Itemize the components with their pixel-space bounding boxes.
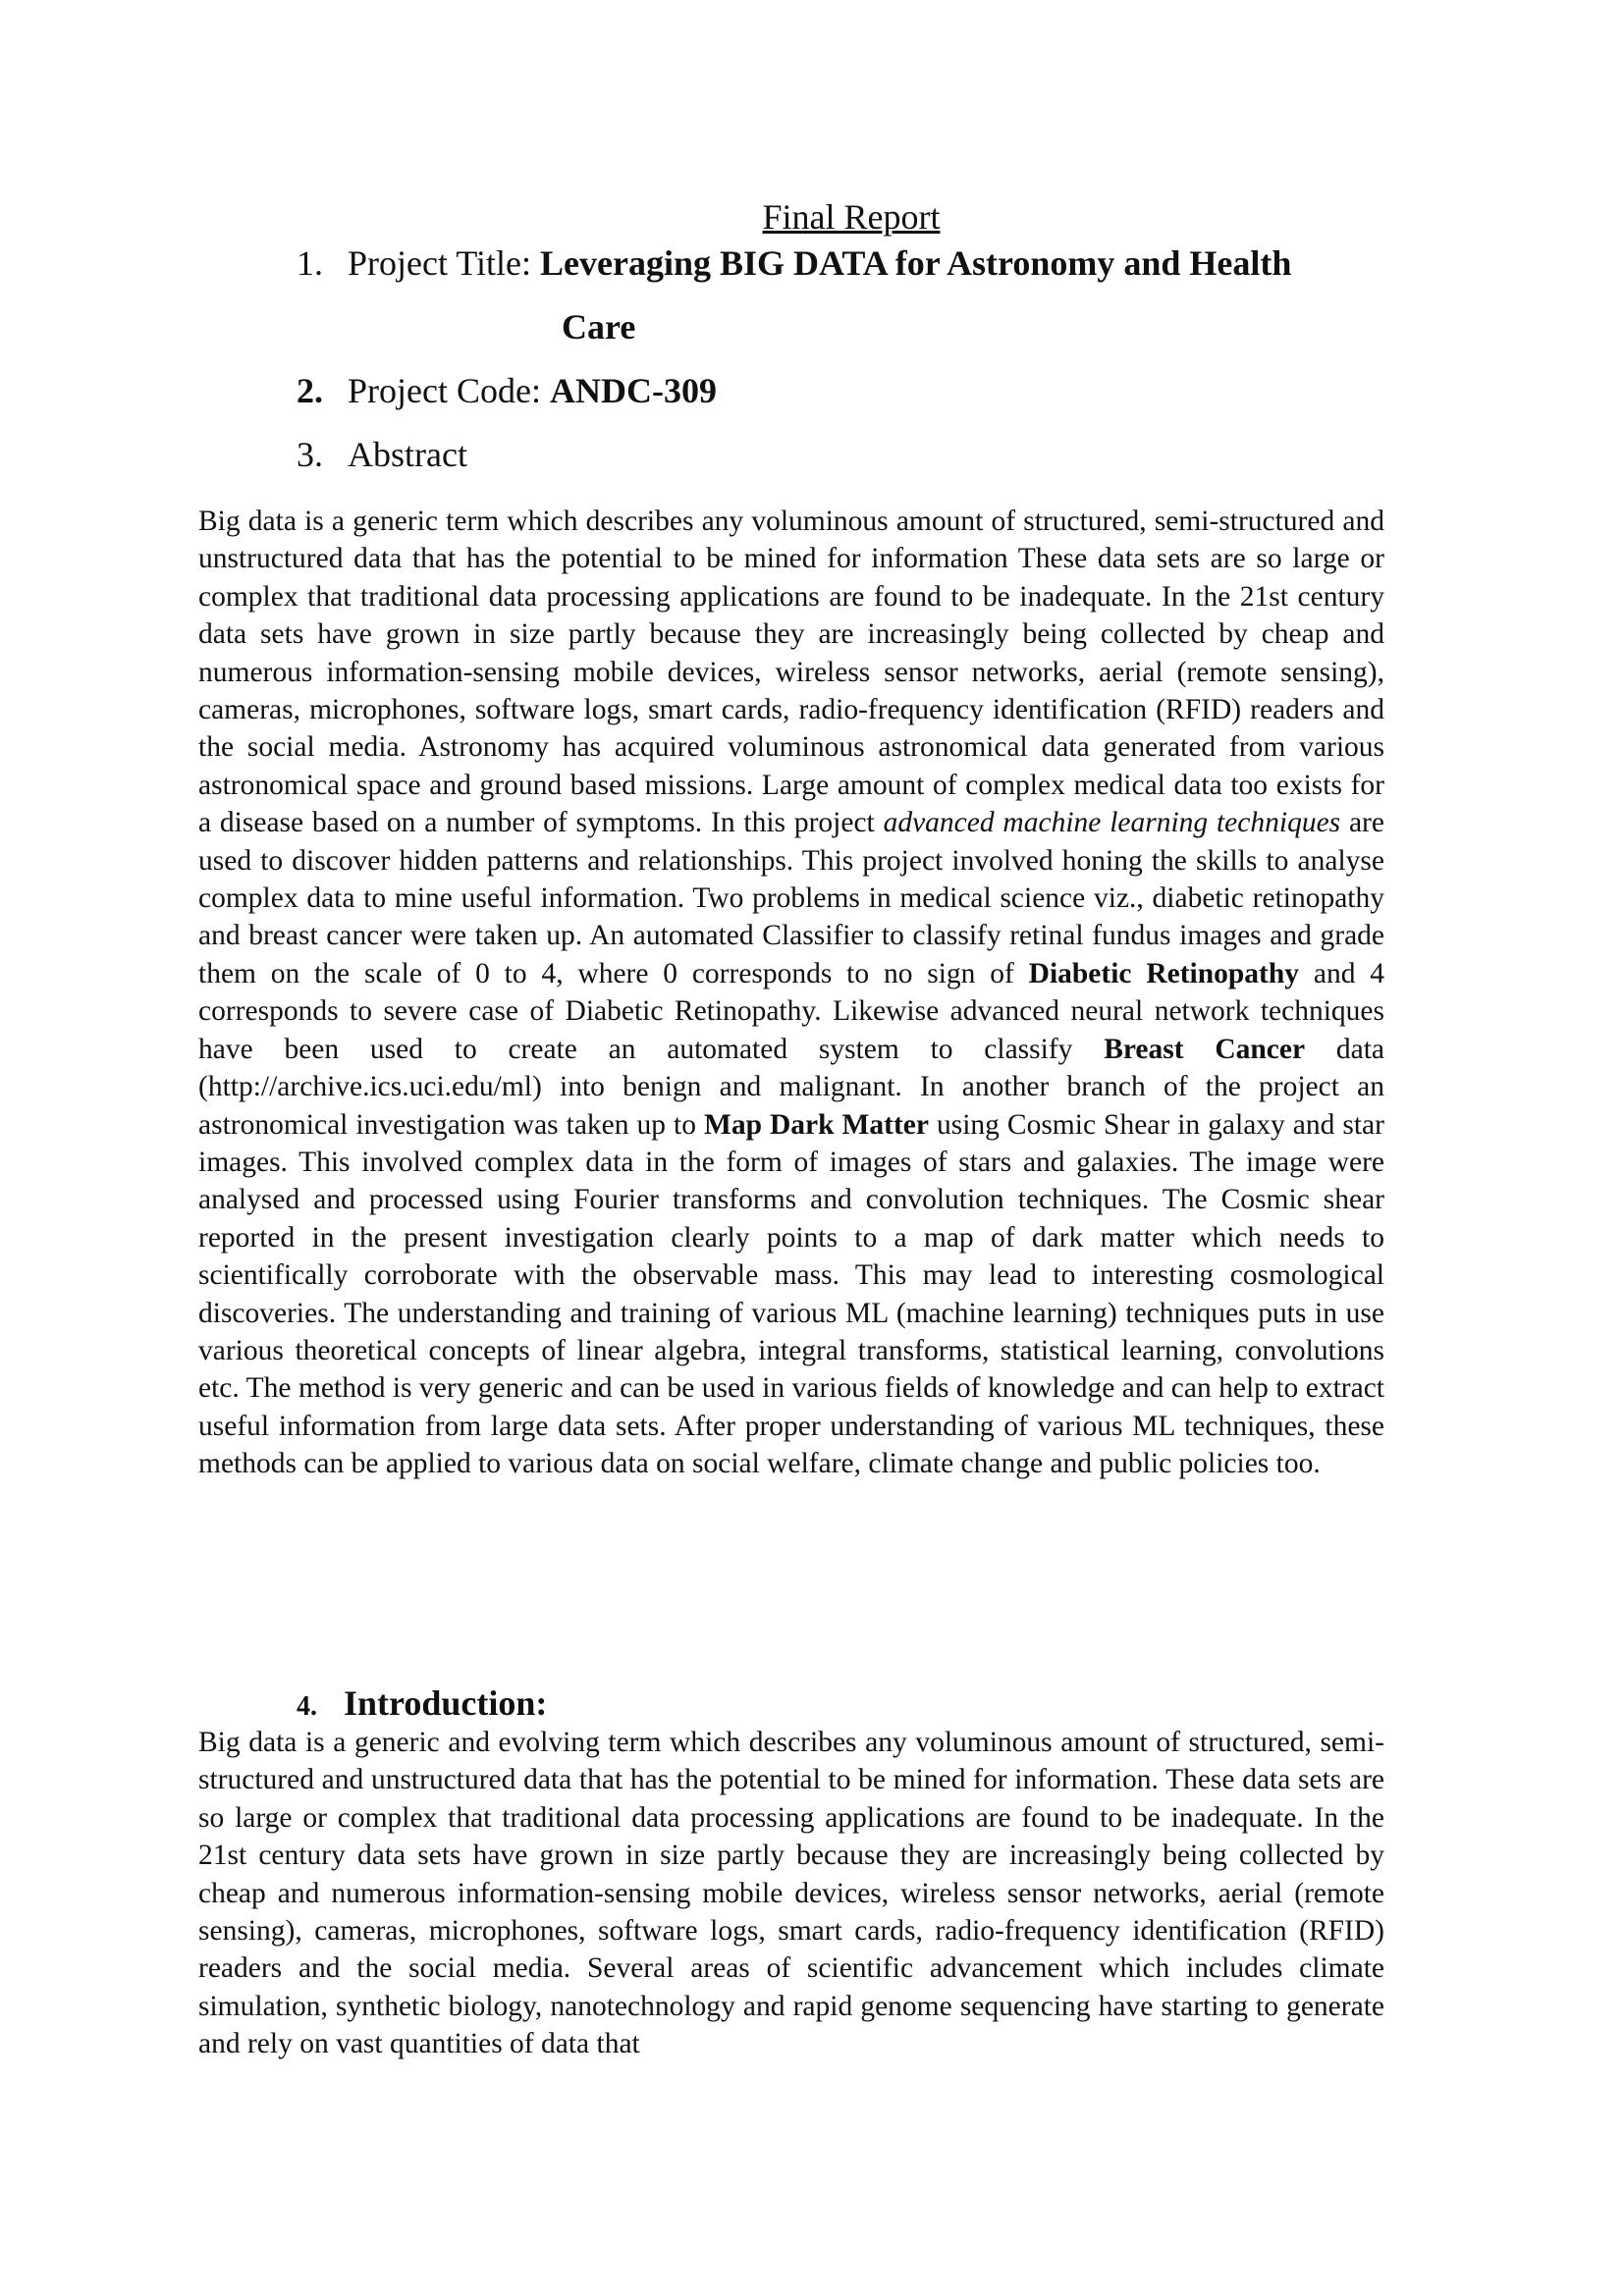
section-project-title bbox=[297, 242, 1291, 284]
abstract-text: and 4 corresponds to severe case of Diabetic Retinopathy. Likewise advanced neural network techniques have been used to create an automated system to classify bbox=[198, 957, 1385, 1065]
section-introduction-heading bbox=[297, 1682, 547, 1724]
abstract-emphasis: advanced machine learning techniques bbox=[883, 807, 1341, 839]
abstract-text: are used to discover hidden patterns and relationships. This project involved honing the skills to analyse complex data to mine useful information. Two problems in medical science viz., diabetic retinopathy and breast cancer were taken up. An automated Classifier to classify retinal fundus images and grade them on the scale of 0 to 4, where 0 corresponds to no sign of bbox=[198, 807, 1384, 989]
section-number: 3. bbox=[297, 435, 323, 474]
abstract-text: data (http://archive.ics.uci.edu/ml) into benign and malignant. In another branch of the project an astronomical investigation was taken up to bbox=[198, 1033, 1384, 1141]
section-label: Project Code: bbox=[348, 371, 550, 410]
section-project-code bbox=[297, 370, 717, 411]
section-label: Introduction: bbox=[344, 1683, 548, 1723]
section-label: Abstract bbox=[348, 435, 467, 474]
abstract-paragraph bbox=[198, 503, 1384, 1483]
abstract-bold-term: Diabetic Retinopathy bbox=[1028, 957, 1300, 989]
abstract-bold-term: Breast Cancer bbox=[1104, 1033, 1306, 1065]
abstract-text: using Cosmic Shear in galaxy and star images. This involved complex data in the form of images of stars and galaxies. The image were analysed and processed using Fourier transforms and convolution techniques. The Cosmic shear reported in the present investigation clearly points to a map of dark matter which needs to scientifically corroborate with the observable mass. This may lead to interesting cosmological discoveries. The understanding and training of various ML (machine learning) techniques puts in use various theoretical concepts of linear algebra, integral transforms, statistical learning, convolutions etc. The method is very generic and can be used in various fields of knowledge and can help to extract useful information from large data sets. After proper understanding of various ML techniques, these methods can be applied to various data on social welfare, climate change and public policies too. bbox=[198, 1108, 1384, 1480]
section-number: 2. bbox=[297, 371, 323, 410]
section-number: 4. bbox=[297, 1691, 317, 1722]
project-title-continuation: Care bbox=[562, 307, 636, 347]
introduction-paragraph: Big data is a generic and evolving term which describes any voluminous amount of structured, semi-structured and unstructured data that has the potential to be mined for information. These data sets are so large or complex that traditional data processing applications are found to be inadequate. In the 21st century data sets have grown in size partly because they are increasingly being collected by cheap and numerous information-sensing mobile devices, wireless sensor networks, aerial (remote sensing), cameras, microphones, software logs, smart cards, radio-frequency identification (RFID) readers and the social media. Several areas of scientific advancement which includes climate simulation, synthetic biology, nanotechnology and rapid genome sequencing have starting to generate and rely on vast quantities of data that bbox=[198, 1727, 1384, 2060]
section-label: Project Title: bbox=[348, 243, 541, 283]
document-title: Final Report bbox=[762, 197, 941, 237]
abstract-bold-term: Map Dark Matter bbox=[703, 1108, 929, 1141]
section-number: 1. bbox=[297, 243, 323, 283]
abstract-text: Big data is a generic term which describes any voluminous amount of structured, semi-structured and unstructured data that has the potential to be mined for information These data sets are so large or complex that traditional data processing applications are found to be inadequate. In the 21st century data sets have grown in size partly because they are increasingly being collected by cheap and numerous information-sensing mobile devices, wireless sensor networks, aerial (remote sensing), cameras, microphones, software logs, smart cards, radio-frequency identification (RFID) readers and the social media. Astronomy has acquired voluminous astronomical data generated from various astronomical space and ground based missions. Large amount of complex medical data too exists for a disease based on a number of symptoms. In this project bbox=[198, 506, 1384, 839]
project-title-value: Leveraging BIG DATA for Astronomy and Health bbox=[540, 243, 1292, 283]
section-abstract-heading bbox=[297, 434, 467, 475]
project-code-value: ANDC-309 bbox=[549, 371, 717, 410]
